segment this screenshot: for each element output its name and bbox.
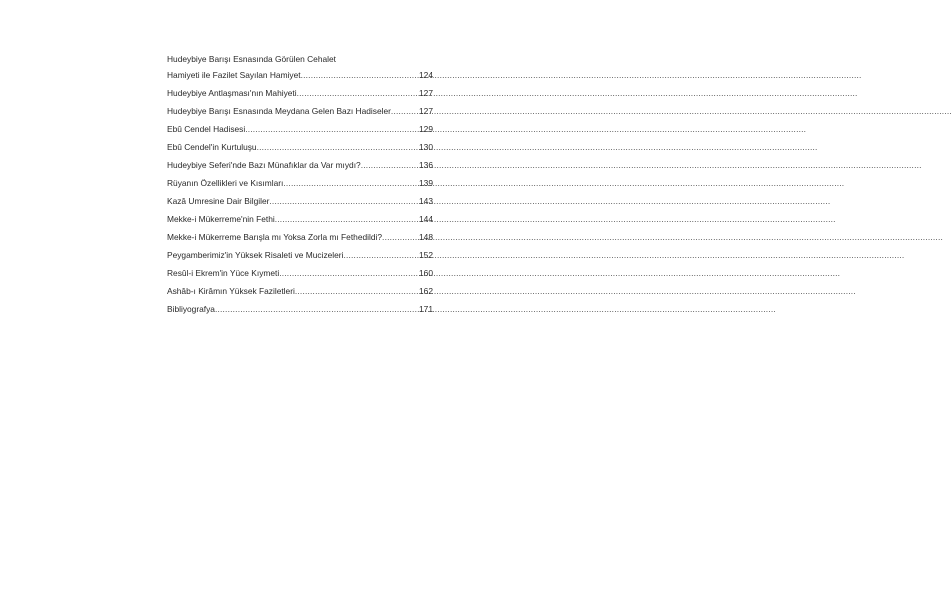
toc-entry-title: Hudeybiye Antlaşması'nın Mahiyeti: [167, 88, 297, 98]
toc-leader-dots: [275, 210, 418, 228]
toc-entry: [167, 66, 433, 84]
toc-entry: [167, 84, 433, 102]
toc-page-number: 143: [419, 196, 433, 206]
toc-page-number: 127: [419, 106, 433, 116]
toc-page-number: 130: [419, 142, 433, 152]
toc-entry-title: Mekke-i Mükerreme Barışla mı Yoksa Zorla mı Fethedildi?: [167, 232, 383, 242]
toc-leader-dots: [343, 246, 418, 264]
toc-entry: [167, 282, 433, 300]
toc-page-number: 171: [419, 304, 433, 314]
toc-entry-title: Ebû Cendel Hadisesi: [167, 124, 246, 134]
toc-page-number: 139: [419, 178, 433, 188]
toc-entry: [167, 52, 433, 66]
toc-page-number: 144: [419, 214, 433, 224]
toc-leader-dots: [297, 84, 418, 102]
toc-entry: [167, 138, 433, 156]
toc-entry-title: Hudeybiye Barışı Esnasında Meydana Gelen Bazı Hadiseler: [167, 106, 391, 116]
toc-leader-dots: [283, 174, 418, 192]
toc-page-number: 129: [419, 124, 433, 134]
toc-entry: [167, 228, 433, 246]
toc-leader-dots: [382, 228, 418, 246]
toc-entry-title: Mekke-i Mükerreme'nin Fethi: [167, 214, 275, 224]
table-of-contents: [167, 52, 433, 318]
toc-entry-title: Hudeybiye Seferi'nde Bazı Münafıklar da Var mıydı?: [167, 160, 361, 170]
toc-entry: [167, 300, 433, 318]
toc-leader-dots: [295, 282, 418, 300]
toc-leader-dots: [279, 264, 418, 282]
toc-entry-title: Hamiyeti ile Fazilet Sayılan Hamiyet: [167, 70, 301, 80]
toc-page-number: 127: [419, 88, 433, 98]
toc-leader-dots: [361, 156, 418, 174]
toc-entry-title: Ebû Cendel'in Kurtuluşu: [167, 142, 257, 152]
toc-entry-title: Rüyanın Özellikleri ve Kısımları: [167, 178, 284, 188]
toc-leader-dots: [245, 120, 418, 138]
toc-entry-title: Bibliyografya: [167, 304, 215, 314]
toc-entry: [167, 102, 433, 120]
toc-page-number: 160: [419, 268, 433, 278]
toc-page-number: 152: [419, 250, 433, 260]
toc-leader-dots: [301, 66, 418, 84]
toc-entry: [167, 192, 433, 210]
toc-page-number: 148: [419, 232, 433, 242]
toc-entry: [167, 174, 433, 192]
toc-leader-dots: [391, 102, 418, 120]
toc-page-number: 162: [419, 286, 433, 296]
toc-page-number: 136: [419, 160, 433, 170]
toc-entry-title: Peygamberimiz'in Yüksek Risaleti ve Mucizeleri: [167, 250, 344, 260]
toc-entry: [167, 264, 433, 282]
toc-entry: [167, 120, 433, 138]
toc-leader-dots: [257, 138, 418, 156]
toc-page-number: 124: [419, 70, 433, 80]
toc-entry-title: Kazâ Umresine Dair Bilgiler: [167, 196, 270, 206]
toc-entry: [167, 156, 433, 174]
toc-entry: [167, 210, 433, 228]
toc-leader-dots: [269, 192, 418, 210]
toc-entry-title: Ashâb-ı Kirâmın Yüksek Faziletleri: [167, 286, 295, 296]
toc-entry-title: Resûl-i Ekrem'in Yüce Kıymeti: [167, 268, 280, 278]
toc-entry-title: Hudeybiye Barışı Esnasında Görülen Cehalet: [167, 54, 336, 64]
toc-entry: [167, 246, 433, 264]
toc-leader-dots: [215, 300, 418, 318]
